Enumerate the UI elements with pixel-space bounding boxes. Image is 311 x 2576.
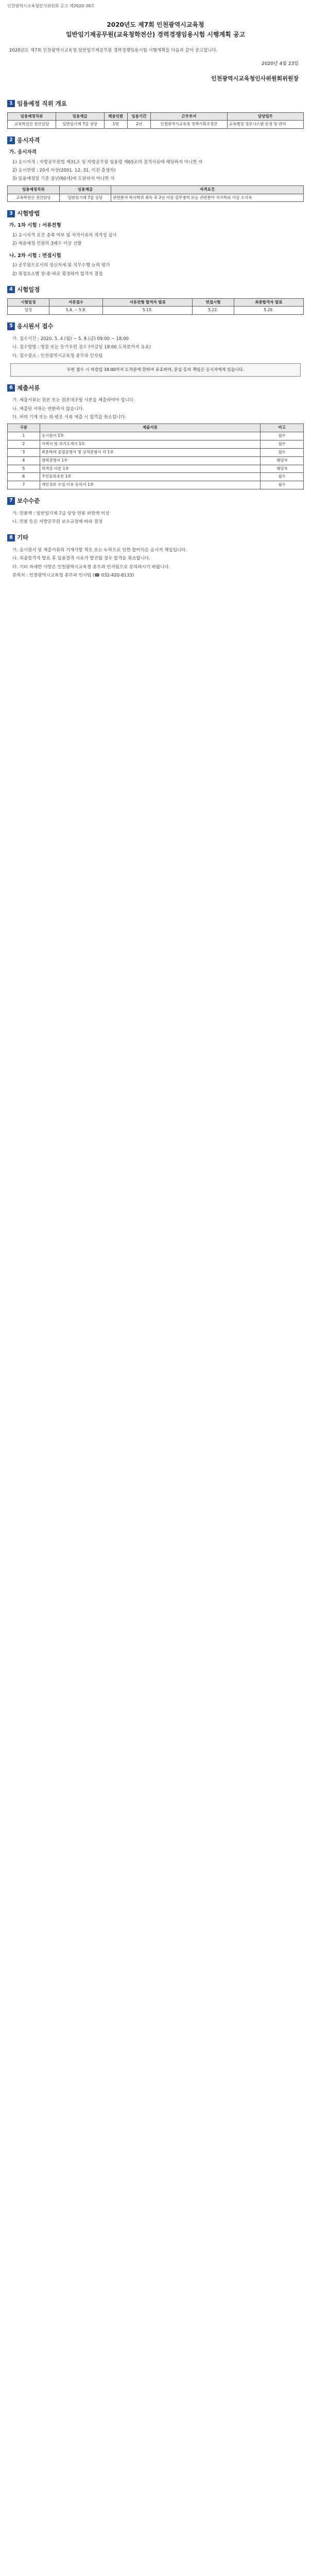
table-header: 채용인원 <box>104 112 127 121</box>
subsection-title: 가. 응시자격 <box>9 149 37 155</box>
paragraph: 가. 응시원서 및 제출서류의 기재사항 착오 또는 누락으로 인한 불이익은 응시자 책임입니다. <box>12 548 187 553</box>
section-1-title <box>7 99 304 108</box>
table-row <box>8 307 304 315</box>
table-row <box>8 432 304 440</box>
table-cell: 필수 <box>261 481 304 489</box>
section-number: 6 <box>7 384 15 392</box>
table-cell: 이력서 및 자기소개서 1부 <box>40 440 260 448</box>
contact-info: 문의처 : 인천광역시교육청 총무과 인사팀 (☎ 032-420-8133) <box>12 573 134 579</box>
table-header: 비고 <box>261 424 304 432</box>
table-cell: 5.22. <box>193 307 234 315</box>
table-cell: 1명 <box>104 121 127 129</box>
table-cell: 교육학전산 전산담당 <box>8 121 56 129</box>
table-header: 임용계급 <box>59 185 111 194</box>
section-label: 임용예정 직위 개요 <box>16 99 67 107</box>
table-row <box>8 194 304 202</box>
table-cell: 필수 <box>261 440 304 448</box>
announcement-date: 2020년 4월 23일 <box>262 61 299 66</box>
paragraph: 2) 평정요소별 상·중·하로 평정하여 합격자 결정 <box>12 271 103 277</box>
paragraph: 1) 응시자격 요건 충족 여부 및 자격서류의 적격성 심사 <box>12 232 117 238</box>
section-label: 기타 <box>16 534 29 541</box>
section-label: 응시자격 <box>16 137 40 144</box>
section-label: 시험방법 <box>16 210 40 217</box>
table-row <box>8 440 304 448</box>
table-cell: 교육행정 정보시스템 운영 및 관리 <box>227 121 303 129</box>
table-header: 최종합격자 발표 <box>234 298 303 307</box>
qualification-table <box>7 185 304 202</box>
table-cell: 5.15. <box>103 307 193 315</box>
section-2-title <box>7 136 304 145</box>
documents-table-body <box>8 432 304 489</box>
table-cell: 일반임기제 7급 상당 <box>59 194 111 202</box>
table-header: 구분 <box>8 424 40 432</box>
table-row <box>8 121 304 129</box>
paragraph: 나. 접수방법 : 방문 또는 등기우편 접수 (마감일 18:00 도착분까지 유효) <box>12 345 151 350</box>
section-label: 응시원서 접수 <box>16 323 54 330</box>
table-cell: 개인정보 수집·이용 동의서 1부 <box>40 481 260 489</box>
subsection-title: 나. 2차 시험 : 면접시험 <box>9 252 61 259</box>
paragraph: 다. 허위 기재 또는 위·변조 서류 제출 시 합격을 취소합니다. <box>12 414 127 420</box>
table-cell: 필수 <box>261 473 304 481</box>
section-label: 보수수준 <box>16 497 40 505</box>
table-cell: 해당자 <box>261 456 304 465</box>
table-cell: 5 <box>8 465 40 473</box>
paragraph: 가. 연봉액 : 일반임기제 7급 상당 연봉 하한액 이상 <box>12 511 110 516</box>
table-header: 면접시험 <box>193 298 234 307</box>
table-cell: 7 <box>8 481 40 489</box>
section-4-title <box>7 285 304 294</box>
section-number: 5 <box>7 323 15 330</box>
section-8-title <box>7 533 304 542</box>
table-row <box>8 448 304 456</box>
table-cell: 응시원서 1부 <box>40 432 260 440</box>
paragraph: 다. 기타 자세한 사항은 인천광역시교육청 총무과 인사팀으로 문의하시기 바랍니다. <box>12 564 170 570</box>
table-row <box>8 481 304 489</box>
section-number: 3 <box>7 210 15 218</box>
section-number: 8 <box>7 534 15 542</box>
paragraph: 1) 공무원으로서의 정신자세 및 직무수행 능력 평가 <box>12 263 110 268</box>
issuer: 인천광역시교육청인사위원회위원장 <box>211 75 299 82</box>
header-note: 인천광역시교육청인사위원회 공고 제2020-38호 <box>7 4 95 8</box>
paragraph: 다. 접수장소 : 인천광역시교육청 총무과 인사팀 <box>12 353 103 359</box>
paragraph: 가. 제출서류는 원본 또는 원본대조필 사본을 제출하여야 합니다. <box>12 398 135 403</box>
table-header: 제출서류 <box>40 424 260 432</box>
section-5-title <box>7 322 304 331</box>
table-cell: 경력증명서 1부 <box>40 456 260 465</box>
table-cell: 2 <box>8 440 40 448</box>
intro-text: 2020년도 제7회 인천광역시교육청 일반임기제공무원 경력경쟁임용시험 시행계획을 다음과 같이 공고합니다. <box>9 47 218 53</box>
section-7-title <box>7 497 304 505</box>
table-header: 담당업무 <box>227 112 303 121</box>
table-header: 서류접수 <box>49 298 103 307</box>
section-number: 7 <box>7 497 15 505</box>
table-cell: 해당자 <box>261 465 304 473</box>
paragraph: 가. 접수기간 : 2020. 5. 4.(월) ~ 5. 8.(금) 09:00 ~ 18:00 <box>12 336 129 342</box>
section-number: 2 <box>7 137 15 144</box>
table-header: 임용예정직위 <box>8 112 56 121</box>
paragraph: 1) 응시자격 : 지방공무원법 제31조 및 지방공무원 임용령 제65조의 결격사유에 해당하지 아니한 자 <box>12 159 203 165</box>
paragraph: 나. 제출된 서류는 반환하지 않습니다. <box>12 406 84 412</box>
table-cell: 5.29. <box>234 307 303 315</box>
table-header: 근무부서 <box>151 112 228 121</box>
section-label: 제출서류 <box>16 384 40 392</box>
paragraph: 2) 채용예정 인원의 3배수 이상 선발 <box>12 241 82 247</box>
table-header: 임용예정직위 <box>8 185 60 194</box>
table-cell: 2년 <box>127 121 150 129</box>
table-cell: 필수 <box>261 432 304 440</box>
table-cell: 자격증 사본 1부 <box>40 465 260 473</box>
section-6-title <box>7 384 304 393</box>
documents-table <box>7 423 304 489</box>
table-header: 시험일정 <box>8 298 49 307</box>
position-table <box>7 112 304 129</box>
table-cell: 6 <box>8 473 40 481</box>
section-label: 시험일정 <box>16 285 40 293</box>
table-cell: 4 <box>8 456 40 465</box>
table-cell: 일반임기제 7급 상당 <box>56 121 104 129</box>
title-line-2: 일반임기제공무원(교육청학전산) 경력경쟁임용시험 시행계획 공고 <box>65 30 246 38</box>
schedule-table <box>7 298 304 315</box>
paragraph: 3) 임용예정일 기준 정년(60세)에 도달하지 아니한 자 <box>12 176 115 182</box>
table-cell: 필수 <box>261 448 304 456</box>
table-cell: 1 <box>8 432 40 440</box>
notice-box: 우편 접수 시 마감일 18:00까지 도착분에 한하여 유효하며, 분실 등의 책임은 응시자에게 있습니다. <box>10 363 301 377</box>
section-number: 4 <box>7 286 15 294</box>
table-cell: 관련분야 학사학위 취득 후 2년 이상 실무경력 또는 관련분야 석사학위 이상 소지자 <box>111 194 304 202</box>
paragraph: 나. 최종합격자 발표 후 임용결격 사유가 발견될 경우 합격을 취소합니다. <box>12 556 150 562</box>
paragraph: 나. 연봉 등은 지방공무원 보수규정에 따라 결정 <box>12 519 102 525</box>
table-header: 임용계급 <box>56 112 104 121</box>
table-cell: 인천광역시교육청 정책기획조정관 <box>151 121 228 129</box>
table-header: 임용기간 <box>127 112 150 121</box>
table-row <box>8 473 304 481</box>
table-header: 서류전형 합격자 발표 <box>103 298 193 307</box>
section-number: 1 <box>7 100 15 108</box>
table-cell: 3 <box>8 448 40 456</box>
section-3-title <box>7 209 304 218</box>
table-cell: 주민등록초본 1부 <box>40 473 260 481</box>
title-line-1: 2020년도 제7회 인천광역시교육청 <box>107 21 204 28</box>
table-row <box>8 456 304 465</box>
table-cell: 일정 <box>8 307 49 315</box>
table-cell: 교육학전산 전산담당 <box>8 194 60 202</box>
table-row <box>8 465 304 473</box>
paragraph: 2) 응시연령 : 20세 이상(2001. 12. 31. 이전 출생자) <box>12 168 116 174</box>
table-cell: 최종학력 졸업증명서 및 성적증명서 각 1부 <box>40 448 260 456</box>
subsection-title: 가. 1차 시험 : 서류전형 <box>9 223 61 229</box>
table-cell: 5.4. ~ 5.8. <box>49 307 103 315</box>
document-title <box>7 13 304 43</box>
table-header: 자격요건 <box>111 185 304 194</box>
